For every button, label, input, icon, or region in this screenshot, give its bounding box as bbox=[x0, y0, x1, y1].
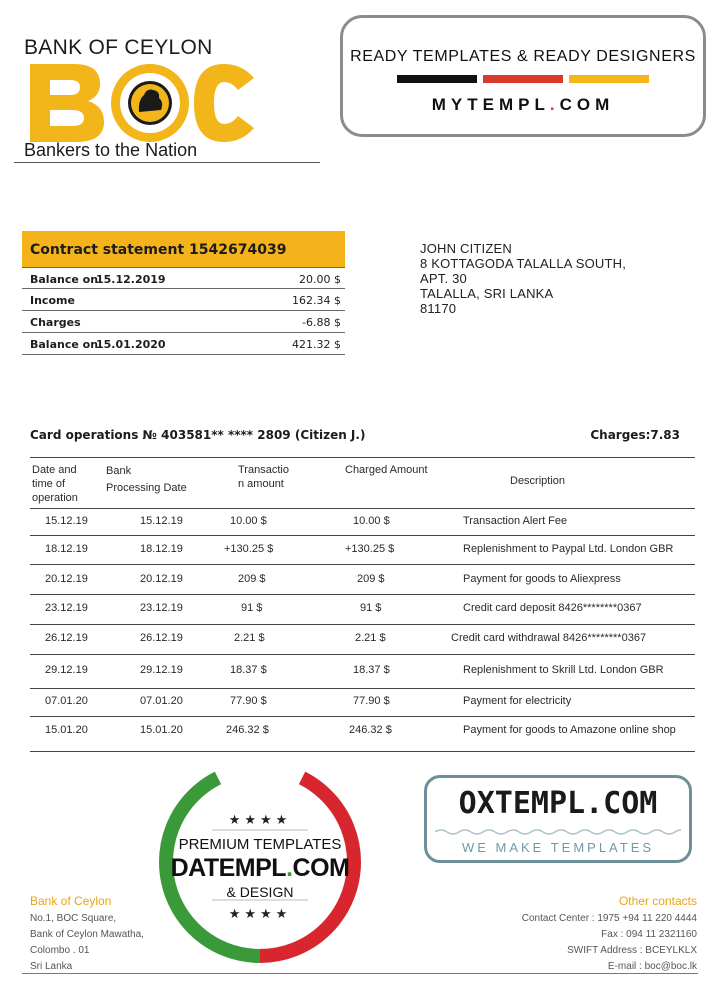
footer-bank-address: Bank of Ceylon No.1, BOC Square, Bank of Ceylon Mawatha, Colombo . 01 Sri Lanka bbox=[30, 894, 144, 972]
table-top-rule bbox=[30, 457, 695, 458]
contract-row: Income 162.34 $ bbox=[22, 289, 345, 311]
col-header-description: Description bbox=[510, 475, 566, 487]
table-row: 07.01.20 07.01.20 77.90 $ 77.90 $ Payment for electricity bbox=[45, 695, 572, 707]
stamp-line2: DATEMPL.COM bbox=[170, 854, 350, 882]
row-divider bbox=[30, 594, 695, 595]
table-bottom-rule bbox=[30, 751, 695, 752]
row-divider bbox=[30, 564, 695, 565]
row-divider bbox=[30, 654, 695, 655]
table-row: 18.12.19 18.12.19 +130.25 $ +130.25 $ Replenishment to Paypal Ltd. London GBR bbox=[45, 543, 674, 555]
contract-title: Contract statement 1542674039 bbox=[22, 231, 345, 267]
address-line: 8 KOTTAGODA TALALLA SOUTH, bbox=[420, 256, 627, 271]
contract-row: Balance on 15.01.2020 421.32 $ bbox=[22, 333, 345, 355]
table-row: 15.01.20 15.01.20 246.32 $ 246.32 $ Payment for goods to Amazone online shop bbox=[45, 724, 676, 736]
table-row: 15.12.19 15.12.19 10.00 $ 10.00 $ Transaction Alert Fee bbox=[45, 515, 568, 527]
oxtempl-badge bbox=[424, 775, 692, 863]
watermark-bar-red bbox=[483, 75, 563, 83]
watermark-site: MYTEMPL.COM bbox=[431, 95, 615, 114]
row-divider bbox=[30, 688, 695, 689]
address-line: APT. 30 bbox=[420, 271, 467, 286]
contract-row: Balance on 15.12.2019 20.00 $ bbox=[22, 267, 345, 289]
col-header-processing: Bank Processing Date bbox=[106, 465, 187, 494]
footer-left-title: Bank of Ceylon bbox=[30, 894, 112, 908]
address-name: JOHN CITIZEN bbox=[420, 241, 512, 256]
watermark-color-bars bbox=[397, 75, 651, 83]
bank-logo bbox=[14, 36, 320, 164]
card-operations-title: Card operations № 403581** **** 2809 (Citizen J.) bbox=[30, 428, 366, 442]
footer-email[interactable]: E-mail : boc@boc.lk bbox=[607, 961, 697, 972]
row-divider bbox=[30, 535, 695, 536]
col-header-charged: Charged Amount bbox=[345, 464, 428, 476]
footer-contacts: Other contacts Contact Center : 1975 +94 11 220 4444 Fax : 094 11 2321160 SWIFT Address : BCEYLKLX E-mail : boc@boc.lk bbox=[522, 893, 697, 975]
footer-right-title: Other contacts bbox=[618, 894, 697, 908]
col-header-amount: Transactio n amount bbox=[238, 464, 289, 490]
customer-address bbox=[420, 241, 626, 316]
watermark-tagline: READY TEMPLATES & READY DESIGNERS bbox=[350, 48, 696, 65]
stamp-line1: PREMIUM TEMPLATES bbox=[178, 836, 342, 853]
wave-divider-icon bbox=[435, 828, 681, 836]
stamp-stars-top: ★★★★ bbox=[228, 812, 292, 827]
col-header-date: Date and time of operation bbox=[32, 464, 78, 504]
oxtempl-subtitle: WE MAKE TEMPLATES bbox=[461, 840, 655, 855]
row-divider bbox=[30, 508, 695, 509]
datempl-stamp bbox=[158, 760, 362, 964]
watermark-bar-yellow bbox=[569, 75, 649, 83]
table-row: 29.12.19 29.12.19 18.37 $ 18.37 $ Replenishment to Skrill Ltd. London GBR bbox=[45, 664, 664, 676]
address-line: TALALLA, SRI LANKA bbox=[420, 286, 554, 301]
watermark-bar-black bbox=[397, 75, 477, 83]
bank-tagline: Bankers to the Nation bbox=[24, 140, 198, 160]
stamp-stars-bottom: ★★★★ bbox=[228, 906, 292, 921]
address-postcode: 81170 bbox=[420, 301, 457, 316]
mytempl-watermark bbox=[340, 15, 706, 137]
bank-name: BANK OF CEYLON bbox=[24, 36, 213, 59]
contract-statement bbox=[22, 231, 345, 355]
footer-rule bbox=[22, 973, 698, 974]
stamp-line3: & DESIGN bbox=[226, 884, 294, 900]
table-row: 23.12.19 23.12.19 91 $ 91 $ Credit card deposit 8426********0367 bbox=[45, 602, 642, 614]
card-operations-charges: Charges:7.83 bbox=[590, 428, 680, 442]
boc-logo-letters bbox=[26, 60, 256, 146]
table-row: 26.12.19 26.12.19 2.21 $ 2.21 $ Credit card withdrawal 8426********0367 bbox=[45, 632, 647, 644]
row-divider bbox=[30, 716, 695, 717]
logo-divider bbox=[14, 162, 320, 163]
row-divider bbox=[30, 624, 695, 625]
contract-row: Charges -6.88 $ bbox=[22, 311, 345, 333]
table-row: 20.12.19 20.12.19 209 $ 209 $ Payment for goods to Aliexpress bbox=[45, 573, 621, 585]
oxtempl-title: OXTEMPL.COM bbox=[458, 786, 658, 821]
